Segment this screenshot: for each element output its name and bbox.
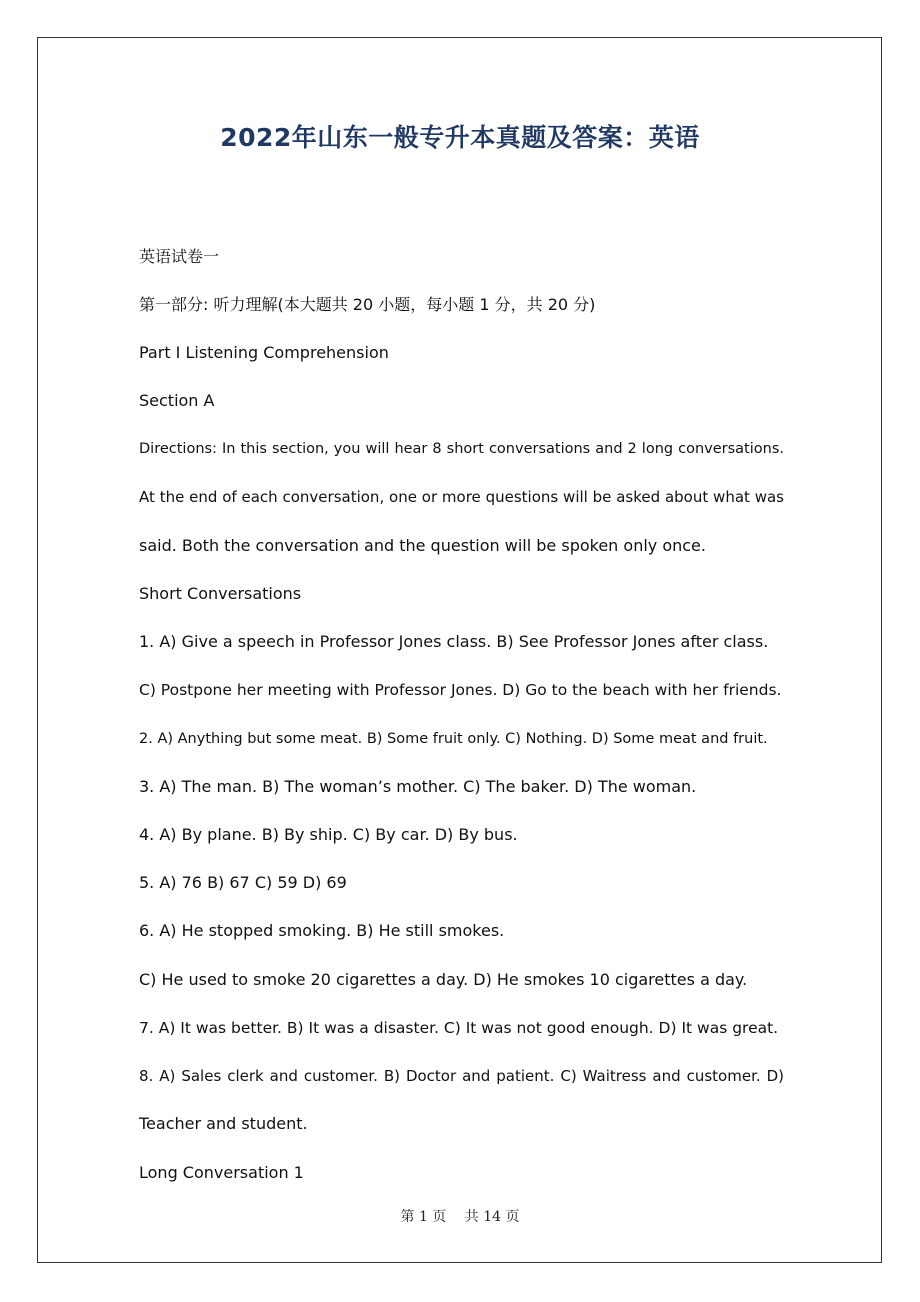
directions-line-1: Directions: In this section, you will hear 8 short conversations and 2 long conversations.: [139, 441, 784, 457]
question-5: 5. A) 76 B) 67 C) 59 D) 69: [139, 873, 347, 892]
question-3: 3. A) The man. B) The woman’s mother. C) The baker. D) The woman.: [139, 777, 697, 796]
directions-line-3: said. Both the conversation and the question will be spoken only once.: [139, 536, 706, 555]
long-conversation-1-heading: Long Conversation 1: [139, 1163, 304, 1182]
page-footer: 第 1 页 共 14 页: [400, 1209, 520, 1225]
part-one-heading-cn: 第一部分: 听力理解(本大题共 20 小题，每小题 1 分，共 20 分): [139, 295, 596, 314]
question-8-line-1: 8. A) Sales clerk and customer. B) Doctor and patient. C) Waitress and customer. D): [139, 1067, 784, 1085]
question-4: 4. A) By plane. B) By ship. C) By car. D) By bus.: [139, 825, 518, 844]
paper-heading: 英语试卷一: [139, 247, 220, 266]
section-a-heading: Section A: [139, 391, 215, 410]
question-8-line-2: Teacher and student.: [139, 1114, 308, 1133]
part-one-heading-en: Part I Listening Comprehension: [139, 343, 389, 362]
document-title: 2022年山东一般专升本真题及答案：英语: [220, 123, 700, 152]
directions-line-2: At the end of each conversation, one or more questions will be asked about what was: [139, 488, 784, 506]
question-6-line-1: 6. A) He stopped smoking. B) He still smokes.: [139, 921, 505, 940]
question-1-line-2: C) Postpone her meeting with Professor Jones. D) Go to the beach with her friends.: [139, 681, 782, 699]
question-2: 2. A) Anything but some meat. B) Some fruit only. C) Nothing. D) Some meat and fruit.: [139, 731, 768, 747]
short-conversations-heading: Short Conversations: [139, 584, 302, 603]
question-1-line-1: 1. A) Give a speech in Professor Jones class. B) See Professor Jones after class.: [139, 632, 769, 651]
question-6-line-2: C) He used to smoke 20 cigarettes a day. D) He smokes 10 cigarettes a day.: [139, 970, 748, 989]
question-7: 7. A) It was better. B) It was a disaster. C) It was not good enough. D) It was great.: [139, 1019, 779, 1037]
